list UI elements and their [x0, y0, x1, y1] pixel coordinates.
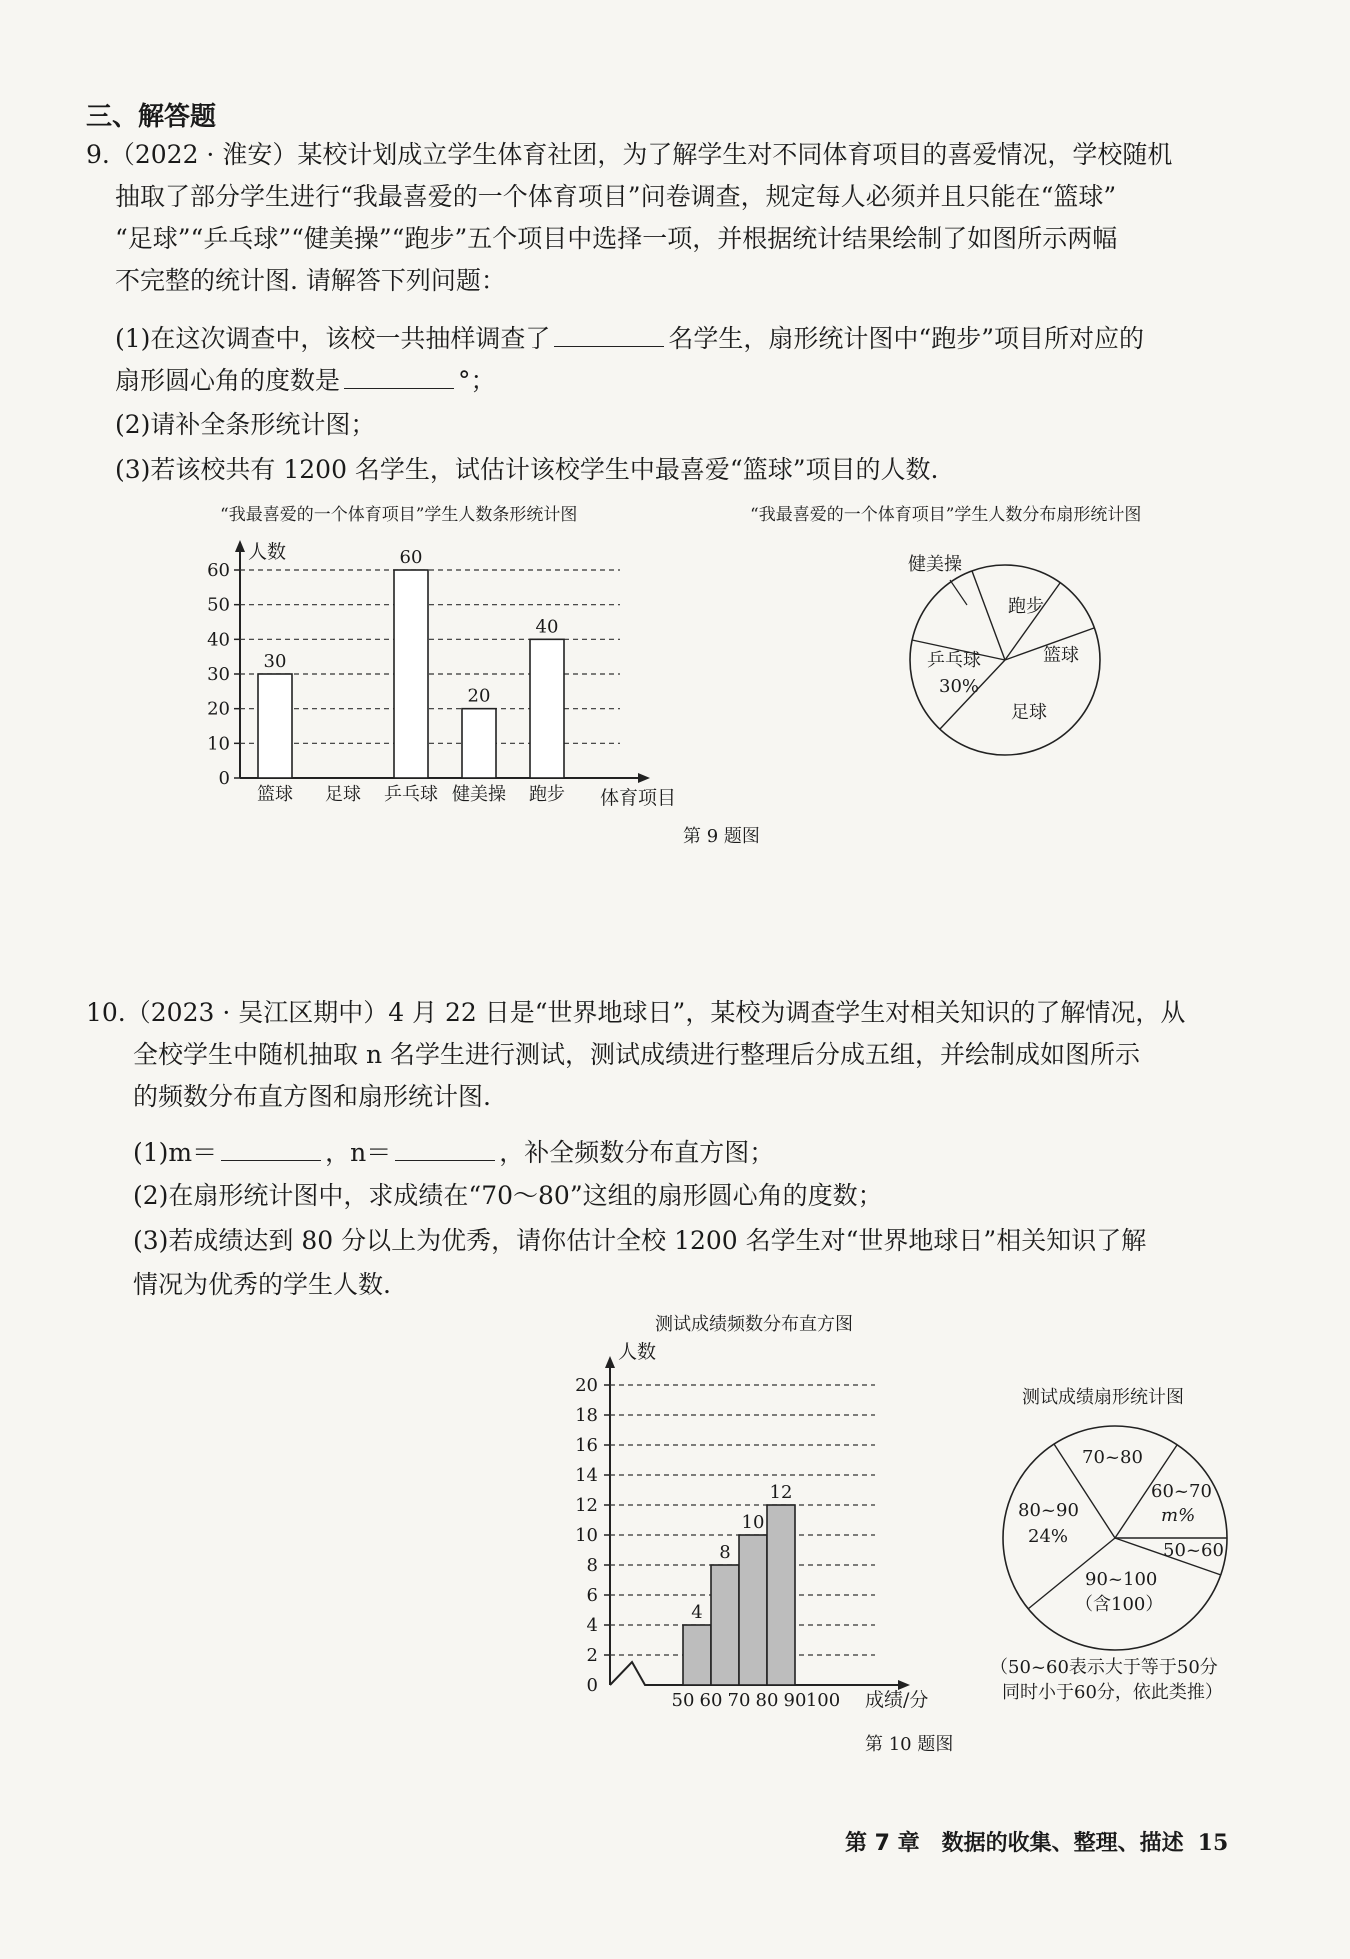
q10-hist-data-label: 8: [719, 1542, 731, 1563]
q9-bar-y-tick-label: 60: [207, 560, 230, 581]
q9-sub3: (3)若该校共有 1200 名学生，试估计该校学生中最喜爱“篮球”项目的人数.: [115, 455, 939, 484]
q10-hist-y-tick-label: 14: [575, 1465, 598, 1486]
q10-pie-chart: [990, 1387, 1227, 1703]
q10-pie-value-60-70: m%: [1161, 1505, 1196, 1526]
q9-figure-caption: 第 9 题图: [683, 826, 760, 847]
q9-angle-prefix: 扇形圆心角的度数是: [115, 366, 341, 395]
q10-hist-bar: [767, 1505, 795, 1685]
q10-line-2: 全校学生中随机抽取 n 名学生进行测试，测试成绩进行整理后分成五组，并绘制成如图所示: [133, 1040, 1140, 1069]
q9-pie-label-basketball: 篮球: [1043, 645, 1079, 666]
q9-pie-chart: [750, 505, 1141, 755]
q10-pie-label-90-100: 90~100: [1085, 1569, 1158, 1590]
q10-hist-x-tick-label: 50: [671, 1690, 695, 1711]
q9-bar: [530, 639, 564, 778]
q10-m-label: (1)m＝: [133, 1138, 218, 1167]
q10-hist-xlabel: 成绩/分: [865, 1689, 929, 1711]
q9-bar: [462, 709, 496, 778]
q9-bar-category-label: 健美操: [452, 784, 506, 805]
q10-hist-ylabel: 人数: [618, 1341, 657, 1363]
q10-sub1-tail: ，补全频数分布直方图；: [499, 1138, 775, 1167]
q10-hist-bar: [739, 1535, 767, 1685]
q10-hist-y-tick-label: 2: [586, 1645, 598, 1666]
q10-hist-y-tick-label: 10: [575, 1525, 598, 1546]
q10-sub2: (2)在扇形统计图中，求成绩在“70～80”这组的扇形圆心角的度数；: [133, 1181, 883, 1210]
q10-line-3: 的频数分布直方图和扇形统计图.: [133, 1082, 491, 1111]
figure-9: [0, 0, 1350, 900]
q9-line-4: 不完整的统计图. 请解答下列问题：: [115, 266, 506, 295]
q9-pie-label-running: 跑步: [1008, 596, 1044, 617]
q9-sub2: (2)请补全条形统计图；: [115, 410, 376, 439]
q9-line-1: 9.（2022 · 淮安）某校计划成立学生体育社团，为了解学生对不同体育项目的喜爱情况，学校随机: [86, 140, 1173, 169]
q9-bar-ylabel: 人数: [248, 541, 287, 563]
q10-m-blank[interactable]: [221, 1136, 321, 1161]
q10-hist-x-tick-label: 80: [755, 1690, 779, 1711]
q10-hist-y-tick-label: 12: [575, 1495, 598, 1516]
q10-pie-label-60-70: 60~70: [1151, 1481, 1212, 1502]
q10-pie-note-line-1: （50~60表示大于等于50分: [990, 1657, 1218, 1678]
q10-histogram: [575, 1314, 928, 1711]
q9-bar-category-label: 乒乓球: [384, 784, 438, 805]
q9-bar-y-tick-label: 50: [207, 594, 230, 616]
q9-pie-chart-title: “我最喜爱的一个体育项目”学生人数分布扇形统计图: [750, 505, 1142, 525]
section-title: 三、解答题: [86, 102, 217, 132]
q10-pie-value-90-100: （含100）: [1075, 1594, 1164, 1615]
page-number: 15: [1197, 1830, 1229, 1856]
q9-pie-leader-line: [950, 580, 967, 605]
q10-pie-title: 测试成绩扇形统计图: [1022, 1387, 1184, 1408]
q9-bar-y-tick-label: 10: [207, 733, 230, 755]
q9-pie-divider: [972, 571, 1005, 660]
q10-hist-y-tick-label: 18: [575, 1405, 598, 1426]
q10-hist-bar: [683, 1625, 711, 1685]
q10-hist-data-label: 4: [691, 1602, 703, 1623]
q9-bar-category-label: 跑步: [529, 784, 565, 805]
q9-bar-data-label: 20: [467, 685, 491, 707]
q9-bar-chart: [207, 505, 676, 809]
q10-pie-label-80-90: 80~90: [1018, 1500, 1079, 1521]
q9-bar-xlabel: 体育项目: [600, 787, 677, 809]
q9-pie-value-pingpong: 30%: [939, 676, 980, 697]
q10-sub1: [133, 1136, 774, 1168]
q10-hist-y-tick-label: 16: [575, 1435, 598, 1456]
q10-pie-label-50-60: 50~60: [1163, 1540, 1224, 1561]
q10-figure-caption: 第 10 题图: [865, 1734, 954, 1755]
q10-hist-bar: [711, 1565, 739, 1685]
q10-hist-y-tick-label: 6: [586, 1585, 598, 1606]
q10-hist-y-axis-arrow: [605, 1356, 615, 1368]
q10-hist-y-tick-label: 4: [586, 1615, 598, 1636]
q10-hist-y-tick-label: 0: [586, 1675, 598, 1696]
q10-hist-x-tick-label: 70: [727, 1690, 751, 1711]
q10-hist-data-label: 12: [769, 1482, 793, 1503]
q9-bar-y-tick-label: 30: [207, 664, 230, 685]
q10-hist-data-label: 10: [741, 1512, 765, 1533]
q9-pie-label-football: 足球: [1011, 702, 1047, 723]
q9-bar-y-axis-arrow: [235, 540, 245, 552]
q10-hist-y-tick-label: 8: [586, 1555, 598, 1576]
q9-pie-label-aerobics: 健美操: [908, 554, 962, 575]
q9-sub1-prefix: (1)在这次调查中，该校一共抽样调查了: [115, 324, 551, 353]
q10-n-label: ，n＝: [325, 1138, 392, 1167]
chapter-title: 第 7 章 数据的收集、整理、描述: [845, 1831, 1184, 1856]
q10-sub3-b: 情况为优秀的学生人数.: [133, 1270, 391, 1299]
q9-bar-category-label: 篮球: [257, 784, 293, 805]
q10-hist-x-tick-label: 90: [783, 1690, 807, 1711]
q10-hist-x-tick-label: 60: [699, 1690, 723, 1711]
figure-10: [0, 1300, 1350, 1760]
q9-bar-y-tick-label: 20: [207, 698, 230, 720]
q10-pie-note-line-2: 同时小于60分，依此类推）: [1002, 1682, 1223, 1703]
q10-n-blank[interactable]: [395, 1136, 495, 1161]
q9-bar-y-tick-label: 40: [207, 629, 230, 651]
q9-bar-data-label: 60: [399, 547, 423, 568]
q10-hist-y-tick-label: 20: [575, 1375, 598, 1396]
q9-bar-data-label: 40: [535, 616, 559, 638]
q9-bar-chart-title: “我最喜爱的一个体育项目”学生人数条形统计图: [220, 505, 578, 525]
q9-bar-x-axis-arrow: [638, 773, 650, 783]
q10-histogram-title: 测试成绩频数分布直方图: [655, 1314, 853, 1335]
q9-bar: [394, 570, 428, 778]
q9-bar: [258, 674, 292, 778]
q9-sub1-suffix: 名学生，扇形统计图中“跑步”项目所对应的: [668, 324, 1144, 353]
q9-pie-label-pingpong: 乒乓球: [927, 650, 981, 671]
q9-bar-category-label: 足球: [325, 784, 361, 805]
q10-sub3-a: (3)若成绩达到 80 分以上为优秀，请你估计全校 1200 名学生对“世界地球日”相关知识了解: [133, 1226, 1147, 1255]
q9-angle-suffix: °；: [458, 366, 496, 395]
q9-line-2: 抽取了部分学生进行“我最喜爱的一个体育项目”问卷调查，规定每人必须并且只能在“篮球”: [115, 182, 1117, 211]
q10-pie-value-80-90: 24%: [1028, 1526, 1069, 1547]
q9-line-3: “足球”“乒乓球”“健美操”“跑步”五个项目中选择一项，并根据统计结果绘制了如图所示两幅: [115, 224, 1118, 253]
q10-pie-label-70-80: 70~80: [1082, 1447, 1143, 1468]
q9-bar-data-label: 30: [263, 651, 287, 672]
q9-bar-y-tick-label: 0: [218, 768, 230, 789]
q10-line-1: 10.（2023 · 吴江区期中）4 月 22 日是“世界地球日”，某校为调查学生对相关知识的了解情况，从: [86, 998, 1186, 1027]
page-footer: [845, 1826, 1228, 1857]
q10-hist-x-tick-label: 100: [805, 1690, 841, 1711]
